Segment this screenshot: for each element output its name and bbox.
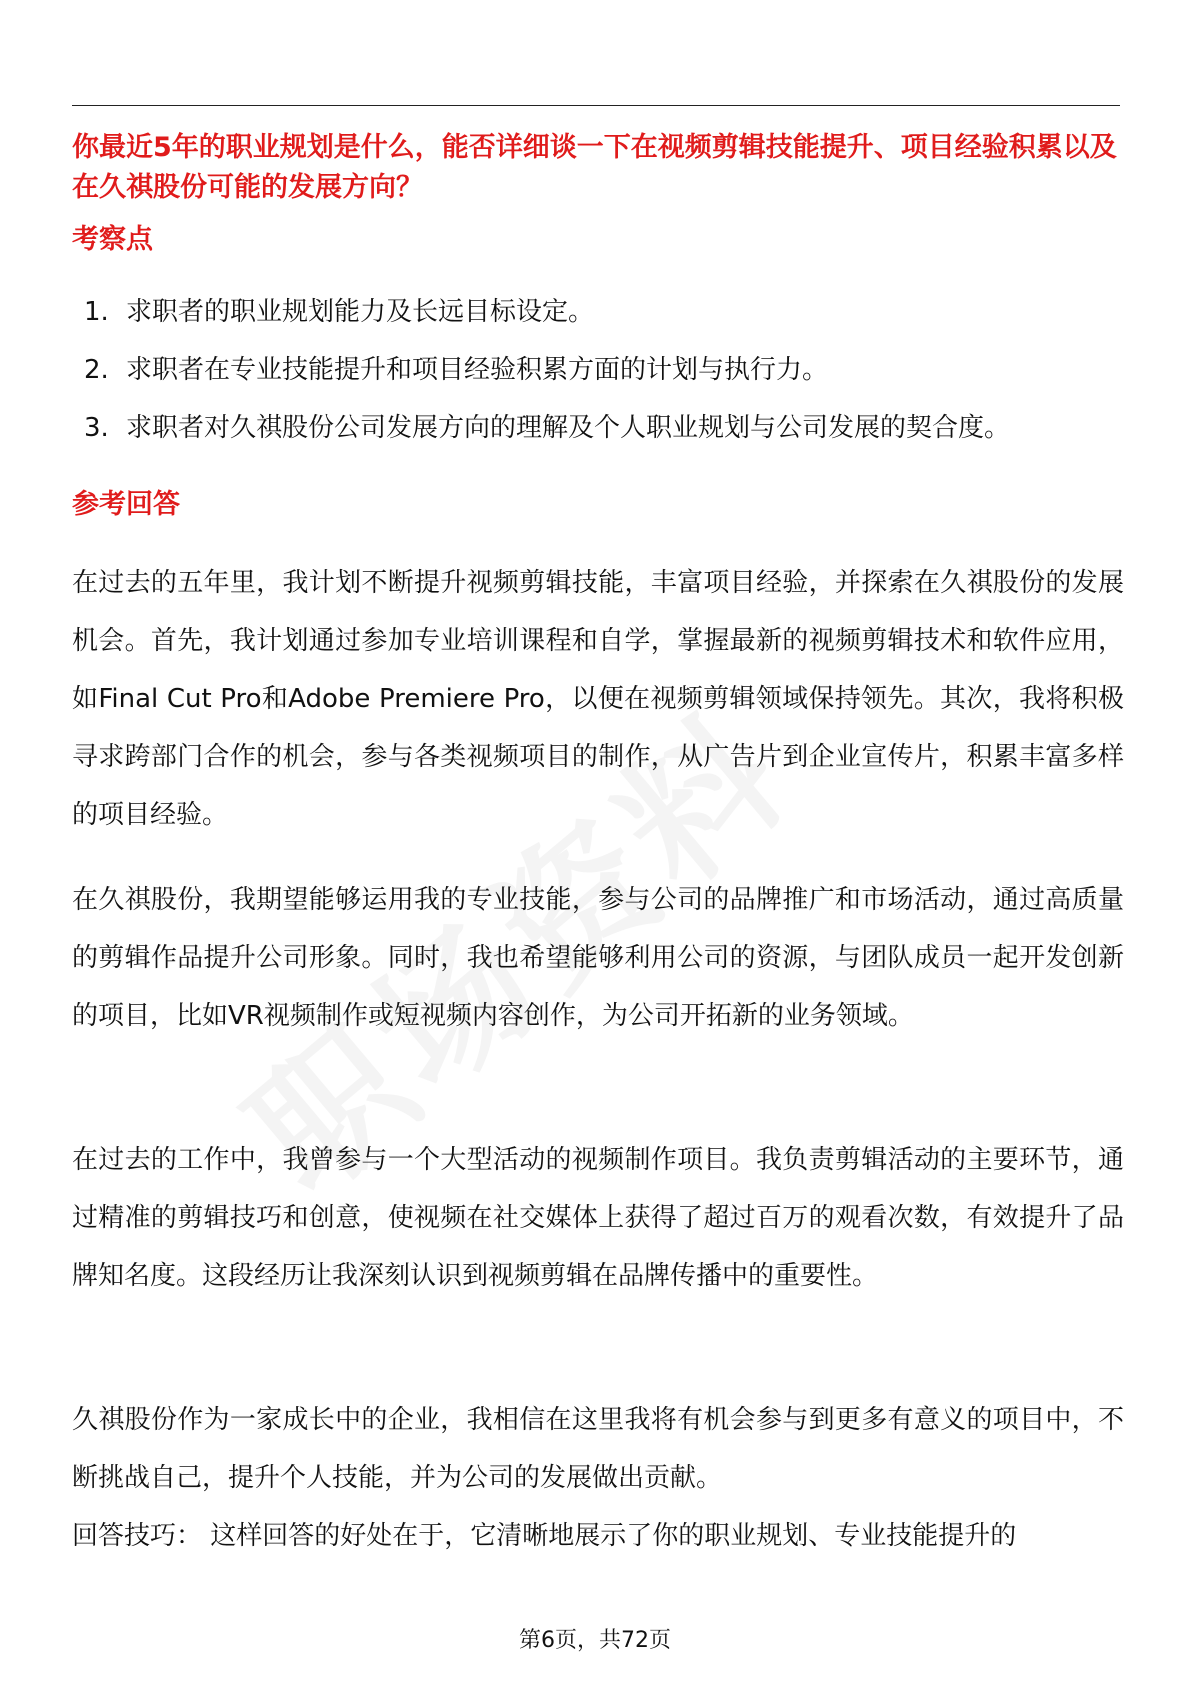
points-heading: 考察点 — [72, 224, 153, 255]
interview-question: 你最近5年的职业规划是什么，能否详细谈一下在视频剪辑技能提升、项目经验积累以及在久祺股份可能的发展方向？ — [72, 132, 1117, 203]
list-item — [84, 294, 1124, 352]
answer-tips-paragraph: 回答技巧： 这样回答的好处在于，它清晰地展示了你的职业规划、专业技能提升的 — [72, 1521, 1017, 1551]
list-item-text: 求职者对久祺股份公司发展方向的理解及个人职业规划与公司发展的契合度。 — [126, 413, 1011, 443]
list-item-number: 3. — [84, 413, 109, 443]
answer-paragraph: 久祺股份作为一家成长中的企业，我相信在这里我将有机会参与到更多有意义的项目中，不断挑战自己，提升个人技能，并为公司的发展做出贡献。 — [72, 1405, 1124, 1493]
list-item — [84, 410, 1124, 468]
page-number: 第6页，共72页 — [519, 1628, 671, 1653]
list-item-number: 1. — [84, 297, 109, 327]
answer-paragraph: 在久祺股份，我期望能够运用我的专业技能，参与公司的品牌推广和市场活动，通过高质量的剪辑作品提升公司形象。同时，我也希望能够利用公司的资源，与团队成员一起开发创新的项目，比如VR视频制作或短视频内容创作，为公司开拓新的业务领域。 — [72, 885, 1124, 1031]
answer-paragraph: 在过去的工作中，我曾参与一个大型活动的视频制作项目。我负责剪辑活动的主要环节，通过精准的剪辑技巧和创意，使视频在社交媒体上获得了超过百万的观看次数，有效提升了品牌知名度。这段经历让我深刻认识到视频剪辑在品牌传播中的重要性。 — [72, 1145, 1124, 1291]
assessment-points-list — [84, 294, 1124, 468]
list-item-text: 求职者的职业规划能力及长远目标设定。 — [126, 297, 595, 327]
list-item-text: 求职者在专业技能提升和项目经验积累方面的计划与执行力。 — [126, 355, 829, 385]
list-item-number: 2. — [84, 355, 109, 385]
answer-heading: 参考回答 — [72, 489, 180, 520]
header-divider — [72, 105, 1120, 106]
list-item — [84, 352, 1124, 410]
answer-paragraph: 在过去的五年里，我计划不断提升视频剪辑技能，丰富项目经验，并探索在久祺股份的发展机会。首先，我计划通过参加专业培训课程和自学，掌握最新的视频剪辑技术和软件应用，如Final Cut Pro和Adobe Premiere Pro，以便在视频剪辑领域保持领先。其次，我将积极寻求跨部门合作的机会，参与各类视频项目的制作，从广告片到企业宣传片，积累丰富多样的项目经验。 — [72, 568, 1124, 830]
